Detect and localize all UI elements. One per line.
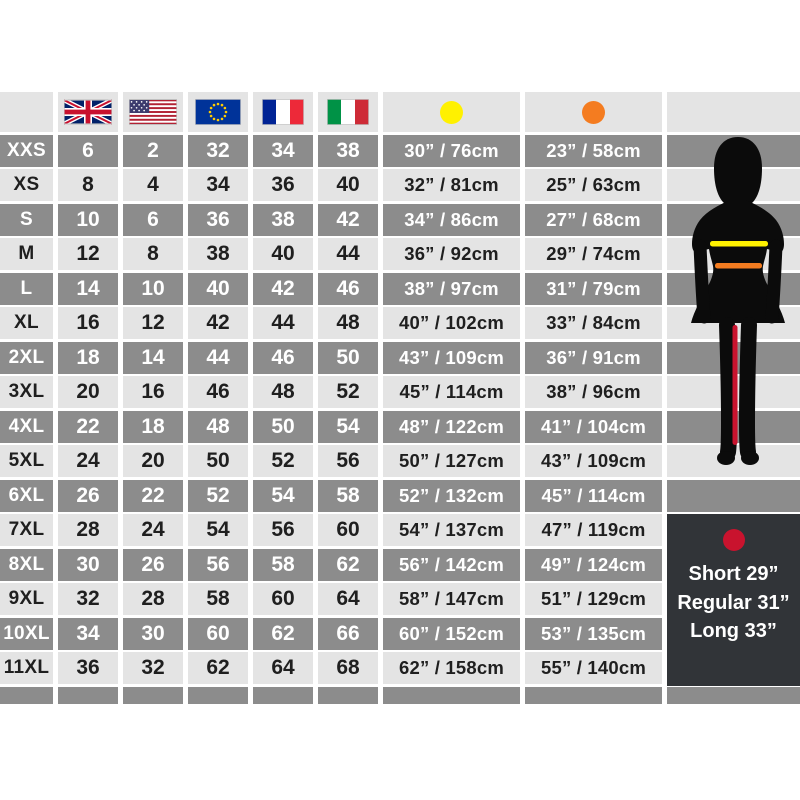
size-cell-fr: 50 [253,411,313,443]
size-cell-waist: 31” / 79cm [525,273,662,305]
size-row-label: S [0,204,53,236]
figure-left-arm [700,246,704,317]
size-cell-chest: 40” / 102cm [383,307,520,339]
size-cell-fr: 54 [253,480,313,512]
size-cell-it: 68 [318,652,378,684]
inseam-option-long: Long 33” [690,620,777,642]
size-row-label: M [0,238,53,270]
size-cell-chest: 30” / 76cm [383,135,520,167]
size-cell-waist: 47” / 119cm [525,514,662,546]
italy-flag-icon [327,99,369,125]
size-cell-fr: 48 [253,376,313,408]
size-cell-us: 2 [123,135,183,167]
size-row-label: 6XL [0,480,53,512]
size-cell-fr: 40 [253,238,313,270]
bottom-strip [0,687,53,704]
size-cell-eu: 44 [188,342,248,374]
size-cell-it: 54 [318,411,378,443]
size-cell-uk: 16 [58,307,118,339]
inseam-legend-box [667,514,800,686]
size-cell-fr: 52 [253,445,313,477]
size-cell-eu: 58 [188,583,248,615]
column-header-us [123,92,183,132]
size-cell-waist: 38” / 96cm [525,376,662,408]
size-row-label: 11XL [0,652,53,684]
size-cell-us: 16 [123,376,183,408]
waist-line [715,263,762,269]
size-cell-us: 18 [123,411,183,443]
bottom-strip [318,687,378,704]
size-cell-eu: 36 [188,204,248,236]
size-cell-it: 46 [318,273,378,305]
size-cell-it: 66 [318,618,378,650]
bottom-strip [188,687,248,704]
size-cell-eu: 38 [188,238,248,270]
size-cell-uk: 10 [58,204,118,236]
size-cell-waist: 49” / 124cm [525,549,662,581]
size-cell-eu: 48 [188,411,248,443]
size-cell-fr: 38 [253,204,313,236]
fit-guide-panel [667,92,800,704]
size-cell-us: 10 [123,273,183,305]
uk-flag-icon [64,99,112,125]
size-cell-waist: 41” / 104cm [525,411,662,443]
size-cell-fr: 34 [253,135,313,167]
size-cell-fr: 56 [253,514,313,546]
size-cell-it: 60 [318,514,378,546]
eu-flag-icon [195,99,241,125]
size-cell-eu: 52 [188,480,248,512]
france-flag-icon [262,99,304,125]
size-cell-eu: 50 [188,445,248,477]
size-cell-eu: 62 [188,652,248,684]
size-cell-it: 38 [318,135,378,167]
size-cell-uk: 14 [58,273,118,305]
size-cell-us: 24 [123,514,183,546]
size-cell-us: 26 [123,549,183,581]
size-cell-us: 14 [123,342,183,374]
size-cell-waist: 43” / 109cm [525,445,662,477]
size-cell-it: 42 [318,204,378,236]
column-header-fr [253,92,313,132]
size-cell-uk: 8 [58,169,118,201]
size-cell-it: 62 [318,549,378,581]
size-cell-fr: 42 [253,273,313,305]
size-cell-uk: 12 [58,238,118,270]
size-cell-chest: 52” / 132cm [383,480,520,512]
size-cell-chest: 45” / 114cm [383,376,520,408]
size-cell-waist: 51” / 129cm [525,583,662,615]
bottom-strip [58,687,118,704]
bottom-strip [253,687,313,704]
size-cell-uk: 26 [58,480,118,512]
size-cell-waist: 33” / 84cm [525,307,662,339]
size-cell-chest: 43” / 109cm [383,342,520,374]
size-cell-us: 4 [123,169,183,201]
size-cell-us: 28 [123,583,183,615]
chest-line [710,241,768,247]
figure-right-arm [772,246,776,317]
size-cell-it: 40 [318,169,378,201]
size-cell-waist: 55” / 140cm [525,652,662,684]
size-cell-it: 50 [318,342,378,374]
size-cell-eu: 46 [188,376,248,408]
size-row-label: 3XL [0,376,53,408]
size-cell-chest: 62” / 158cm [383,652,520,684]
size-cell-chest: 36” / 92cm [383,238,520,270]
size-cell-waist: 25” / 63cm [525,169,662,201]
size-cell-eu: 34 [188,169,248,201]
size-row-label: XXS [0,135,53,167]
size-cell-uk: 18 [58,342,118,374]
size-cell-uk: 32 [58,583,118,615]
size-cell-us: 32 [123,652,183,684]
size-row-label: 2XL [0,342,53,374]
size-cell-uk: 20 [58,376,118,408]
size-cell-waist: 36” / 91cm [525,342,662,374]
figure-left-leg [727,325,729,452]
column-header-uk [58,92,118,132]
bottom-strip [525,687,662,704]
size-cell-chest: 60” / 152cm [383,618,520,650]
figure-right-foot [741,451,759,465]
size-cell-it: 64 [318,583,378,615]
size-cell-fr: 44 [253,307,313,339]
size-row-label: 8XL [0,549,53,581]
size-row-label: XS [0,169,53,201]
size-cell-waist: 23” / 58cm [525,135,662,167]
size-cell-fr: 64 [253,652,313,684]
us-flag-icon [129,99,177,125]
size-cell-fr: 60 [253,583,313,615]
column-header-eu [188,92,248,132]
figure-right-leg [747,325,749,452]
size-cell-chest: 56” / 142cm [383,549,520,581]
size-row-label: 5XL [0,445,53,477]
bottom-strip [383,687,520,704]
size-row-label: L [0,273,53,305]
size-row-label: 9XL [0,583,53,615]
column-header-waist [525,92,662,132]
size-row-label: XL [0,307,53,339]
size-cell-fr: 46 [253,342,313,374]
size-cell-uk: 36 [58,652,118,684]
size-cell-chest: 58” / 147cm [383,583,520,615]
orange-dot-icon [582,101,605,124]
size-row-label: 7XL [0,514,53,546]
inseam-option-regular: Regular 31” [677,591,790,614]
red-dot-icon [723,529,745,551]
inseam-line [733,325,738,445]
size-cell-uk: 6 [58,135,118,167]
size-cell-fr: 58 [253,549,313,581]
size-cell-uk: 22 [58,411,118,443]
size-row-label: 4XL [0,411,53,443]
size-cell-chest: 50” / 127cm [383,445,520,477]
size-cell-chest: 48” / 122cm [383,411,520,443]
size-cell-uk: 34 [58,618,118,650]
yellow-dot-icon [440,101,463,124]
size-cell-chest: 32” / 81cm [383,169,520,201]
size-cell-eu: 60 [188,618,248,650]
size-cell-fr: 62 [253,618,313,650]
size-cell-eu: 42 [188,307,248,339]
column-header-it [318,92,378,132]
size-cell-it: 58 [318,480,378,512]
inseam-option-short: Short 29” [688,563,779,585]
size-cell-it: 48 [318,307,378,339]
size-cell-waist: 45” / 114cm [525,480,662,512]
size-cell-us: 6 [123,204,183,236]
size-cell-us: 22 [123,480,183,512]
size-cell-fr: 36 [253,169,313,201]
corner-cell [0,92,53,132]
size-cell-uk: 28 [58,514,118,546]
size-cell-it: 44 [318,238,378,270]
size-chart [0,92,800,707]
size-cell-waist: 53” / 135cm [525,618,662,650]
size-cell-eu: 32 [188,135,248,167]
size-cell-chest: 38” / 97cm [383,273,520,305]
size-cell-chest: 54” / 137cm [383,514,520,546]
figure-left-foot [717,451,735,465]
size-row-label: 10XL [0,618,53,650]
size-cell-eu: 40 [188,273,248,305]
size-cell-eu: 54 [188,514,248,546]
size-cell-it: 52 [318,376,378,408]
bottom-strip [123,687,183,704]
column-header-chest [383,92,520,132]
size-cell-chest: 34” / 86cm [383,204,520,236]
size-cell-waist: 29” / 74cm [525,238,662,270]
size-cell-uk: 24 [58,445,118,477]
size-cell-it: 56 [318,445,378,477]
size-cell-us: 30 [123,618,183,650]
size-cell-us: 12 [123,307,183,339]
size-cell-us: 20 [123,445,183,477]
size-cell-us: 8 [123,238,183,270]
size-cell-uk: 30 [58,549,118,581]
size-cell-waist: 27” / 68cm [525,204,662,236]
size-cell-eu: 56 [188,549,248,581]
